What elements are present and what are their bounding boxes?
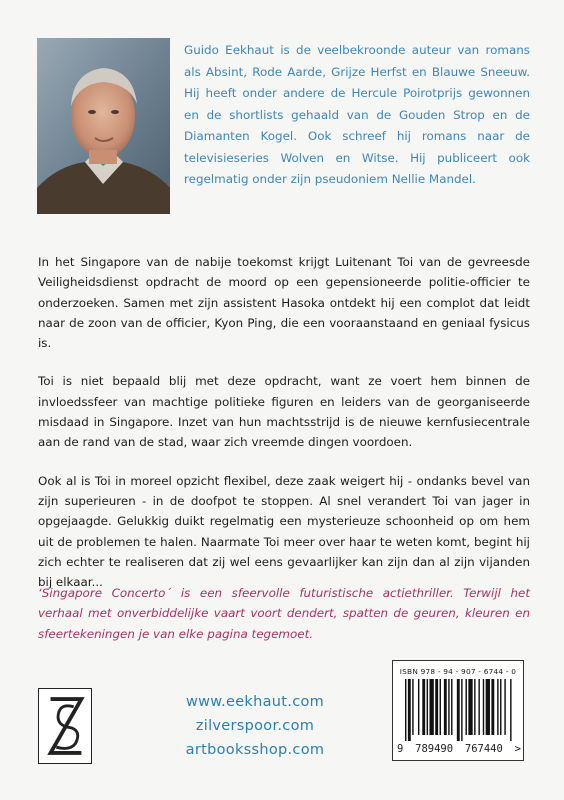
barcode-bar: [418, 679, 419, 735]
barcode-bar: [427, 679, 428, 735]
author-portrait-image: [37, 38, 170, 214]
blurb-paragraph: Ook al is Toi in moreel opzicht flexibel, deze zaak weigert hij - ondanks bevel van zijn superieuren - in de doofpot te stoppen. Al snel verandert Toi van jager in opgejaagde. Gelukkig duikt regelmatig een mysterieuze schoonheid op om hem uit de problemen te halen. Naarmate Toi meer over haar te weten komt, begint hij zich echter te realiseren dat zij wel eens gevaarlijker kan zijn dan al zijn vijanden bij elkaar...: [38, 473, 530, 590]
link-artbooksshop[interactable]: artbooksshop.com: [185, 742, 325, 758]
barcode-bar: [497, 679, 498, 735]
link-zilverspoor[interactable]: zilverspoor.com: [195, 718, 315, 734]
barcode-bar: [457, 679, 460, 741]
barcode-bar: [500, 679, 501, 735]
barcode-group-2: 767440: [464, 743, 503, 755]
barcode-group-1: 789490: [415, 743, 454, 755]
publisher-logo: [38, 688, 92, 764]
barcode-bar: [444, 679, 447, 735]
barcode-bar: [412, 679, 413, 735]
barcode-bar: [478, 679, 479, 735]
barcode-bar: [461, 679, 462, 741]
barcode-bar: [504, 679, 505, 735]
blurb-paragraph: Toi is niet bepaald blij met deze opdracht, want ze voert hem binnen de invloedssfeer van machtige politieke figuren en leiders van de georganiseerde misdaad in Singapore. Inzet van hun machtsstrijd is de nieuwe kernfusiecentrale aan de rand van de stad, waar zich vreemde dingen voordoen.: [38, 374, 530, 450]
barcode-bar: [451, 679, 452, 735]
isbn-label: ISBN 978 - 94 - 907 - 6744 - 0: [399, 667, 517, 676]
barcode-digits: [397, 743, 521, 755]
website-links: [170, 690, 340, 762]
barcode-bar: [491, 679, 494, 735]
barcode-bar: [465, 679, 466, 735]
author-bio: Guido Eekhaut is de veelbekroonde auteur van romans als Absint, Rode Aarde, Grijze Herfst en Blauwe Sneeuw. Hij heeft onder andere de Hercule Poirotprijs gewonnen en de shortlists gehaald van de Gouden Strop en de Diamanten Kogel. Ook schreef hij romans naar de televisieseries Wolven en Witse. Hij publiceert ook regelmatig onder zijn pseudoniem Nellie Mandel.: [184, 43, 530, 186]
barcode-bar: [422, 679, 425, 735]
author-photo: [37, 38, 170, 214]
barcode-bar: [429, 679, 433, 735]
blurb-paragraph: In het Singapore van de nabije toekomst krijgt Luitenant Toi van de gevreesde Veiligheidsdienst opdracht de moord op een gepensioneerde politie-officier te onderzoeken. Samen met zijn assistent Hasoka ontdekt hij een complot dat leidt naar de zoon van de officier, Kyon Ping, die een vooraanstaand en geniaal fysicus is.: [38, 255, 530, 351]
barcode-bar: [483, 679, 484, 735]
book-blurb: [38, 252, 530, 610]
link-eekhaut[interactable]: www.eekhaut.com: [185, 694, 325, 710]
barcode-bar: [474, 679, 475, 735]
barcode-bar: [510, 679, 511, 741]
barcode-first-digit: 9: [397, 743, 404, 755]
barcode-bar: [405, 679, 406, 741]
barcode-bars: [405, 679, 513, 741]
barcode-bar: [448, 679, 449, 735]
barcode-bar: [435, 679, 438, 735]
barcode-bar: [440, 679, 441, 735]
barcode-bar: [486, 679, 490, 735]
barcode-bar: [408, 679, 411, 741]
barcode-bar: [468, 679, 472, 735]
review-quote: ‘Singapore Concerto´ is een sfeervolle futuristische actiethriller. Terwijl het verhaal met onverbiddelijke vaart voort dendert, spatten de geuren, kleuren en sfeertekeningen je van elke pagina tegemoet.: [38, 586, 530, 641]
isbn-barcode: [392, 660, 524, 761]
zs-monogram-logo: [39, 689, 91, 763]
barcode-marker: >: [514, 743, 521, 755]
